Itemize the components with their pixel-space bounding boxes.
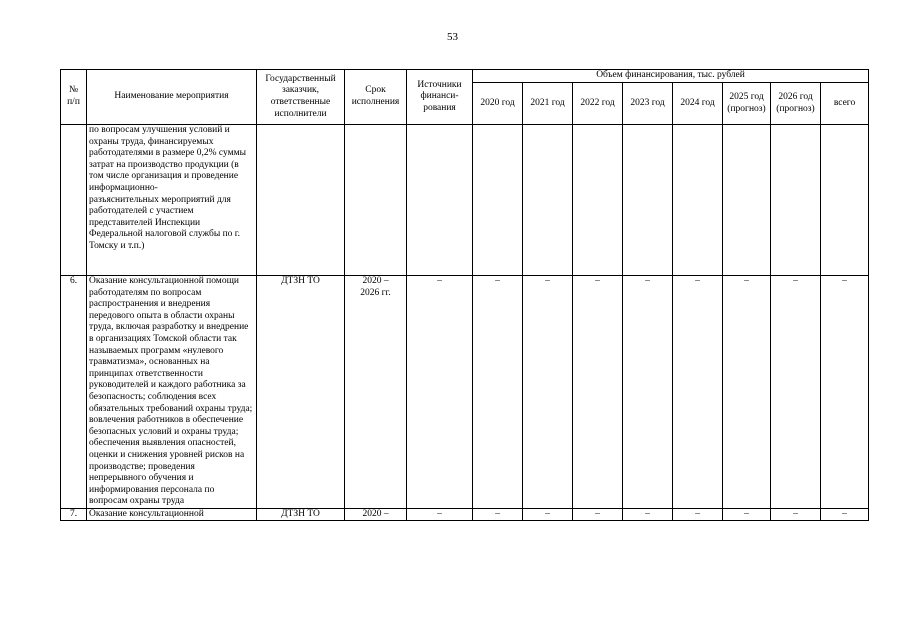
header-year-2026: 2026 год (прогноз) — [771, 83, 821, 125]
row-term: 2020 – 2026 гг. — [345, 276, 407, 509]
row-number — [61, 125, 87, 276]
row-customer: ДТЗН ТО — [257, 508, 345, 521]
row-value-total: – — [821, 276, 869, 509]
row-value-2025 — [723, 125, 771, 276]
row-value-2025: – — [723, 276, 771, 509]
row-value-2021: – — [523, 508, 573, 521]
row-value-2025: – — [723, 508, 771, 521]
row-value-2022 — [573, 125, 623, 276]
row-value-2021: – — [523, 276, 573, 509]
row-source: – — [407, 276, 473, 509]
row-term: 2020 – — [345, 508, 407, 521]
row-activity-name: по вопросам улучшения условий и охраны труда, финансируемых работодателями в размере 0,2% суммы затрат на производство продукции (в том числе организация и проведение информационно- разъяснительных мероприятий для работодателей с участием представителей Инспекции Федеральной налоговой службы по г. Томску и т.п.) — [87, 125, 257, 276]
header-year-2022: 2022 год — [573, 83, 623, 125]
row-value-2023 — [623, 125, 673, 276]
header-year-2021: 2021 год — [523, 83, 573, 125]
row-activity-name: Оказание консультационной — [87, 508, 257, 521]
header-year-2023: 2023 год — [623, 83, 673, 125]
header-year-2025: 2025 год (прогноз) — [723, 83, 771, 125]
row-value-2020: – — [473, 276, 523, 509]
row-value-2023: – — [623, 508, 673, 521]
row-activity-name: Оказание консультационной помощи работодателям по вопросам распространения и внедрения передового опыта в области охраны труда, включая разработку и внедрение в организациях Томской области так называемых программ «нулевого травматизма», основанных на принципах ответственности руководителей и каждого работника за безопасность; соблюдения всех обязательных требований охраны труда; вовлечения работников в обеспечение безопасных условий и охраны труда; обеспечения выявления опасностей, оценки и снижения уровней рисков на производстве; проведения непрерывного обучения и информирования персонала по вопросам охраны труда — [87, 276, 257, 509]
header-term: Срок исполнения — [345, 70, 407, 125]
row-number: 6. — [61, 276, 87, 509]
row-customer: ДТЗН ТО — [257, 276, 345, 509]
row-value-2022: – — [573, 508, 623, 521]
row-source — [407, 125, 473, 276]
header-customer: Государственный заказчик, ответственные исполнители — [257, 70, 345, 125]
table-row — [61, 276, 869, 509]
row-number: 7. — [61, 508, 87, 521]
table-row — [61, 125, 869, 276]
header-year-2024: 2024 год — [673, 83, 723, 125]
row-value-2026 — [771, 125, 821, 276]
row-value-2024 — [673, 125, 723, 276]
row-value-2021 — [523, 125, 573, 276]
row-term — [345, 125, 407, 276]
row-customer — [257, 125, 345, 276]
table-row — [61, 508, 869, 521]
row-value-total — [821, 125, 869, 276]
row-source: – — [407, 508, 473, 521]
row-value-2026: – — [771, 276, 821, 509]
row-value-2024: – — [673, 276, 723, 509]
header-year-2020: 2020 год — [473, 83, 523, 125]
row-value-2022: – — [573, 276, 623, 509]
header-funding-group: Объем финансирования, тыс. рублей — [473, 70, 869, 83]
header-total: всего — [821, 83, 869, 125]
financing-plan-table — [60, 69, 869, 521]
row-value-total: – — [821, 508, 869, 521]
row-value-2020: – — [473, 508, 523, 521]
row-value-2020 — [473, 125, 523, 276]
header-number: № п/п — [61, 70, 87, 125]
header-source: Источники финанси- рования — [407, 70, 473, 125]
row-value-2026: – — [771, 508, 821, 521]
page-number: 53 — [447, 31, 458, 43]
header-name: Наименование мероприятия — [87, 70, 257, 125]
table-header — [61, 70, 869, 125]
row-value-2024: – — [673, 508, 723, 521]
row-value-2023: – — [623, 276, 673, 509]
